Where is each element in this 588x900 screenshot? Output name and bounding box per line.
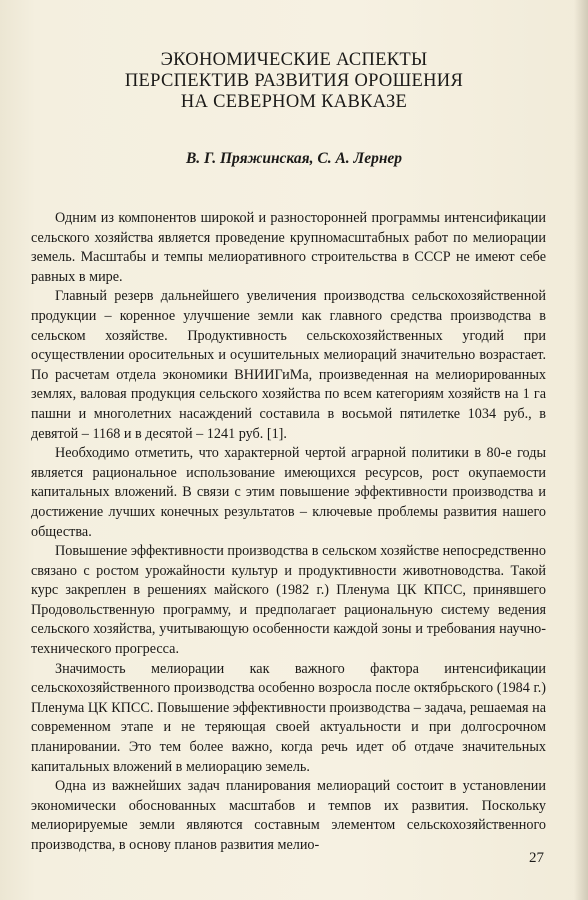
page-number: 27: [529, 850, 544, 866]
paragraph-4: Повышение эффективности производства в сельском хозяйстве непосредственно связано с ростом урожайности культур и продуктивности животноводства. Такой курс закреплен в решениях майского (1982 г.) Пленума ЦК КПСС, принявшего Продовольственную программу, и предполагает рациональную систему ведения сельского хозяйства, учитывающую особенности каждой зоны и требования научно-технического прогресса.: [31, 543, 546, 658]
title-line-2: ПЕРСПЕКТИВ РАЗВИТИЯ ОРОШЕНИЯ: [124, 71, 464, 91]
paragraph-6: Одна из важнейших задач планирования мелиораций состоит в установлении экономически обоснованных масштабов и темпов их развития. Поскольку мелиорируемые земли являются составным элементом сельскохозяйственного производства, в основу планов развития мелио-: [31, 778, 546, 853]
title-line-3: НА СЕВЕРНОМ КАВКАЗЕ: [180, 92, 408, 112]
article-title: [40, 50, 548, 113]
article-body: [31, 209, 546, 856]
title-line-1: ЭКОНОМИЧЕСКИЕ АСПЕКТЫ: [160, 50, 428, 70]
paragraph-5: Значимость мелиорации как важного фактора интенсификации сельскохозяйственного производства особенно возросла после октябрьского (1984 г.) Пленума ЦК КПСС. Повышение эффективности производства – задача, решаемая на современном этапе и не теряющая своей актуальности и при долгосрочном планировании. Это тем более важно, когда речь идет об отдаче значительных капитальных вложений в мелиорацию земель.: [31, 660, 546, 775]
paragraph-2: Главный резерв дальнейшего увеличения производства сельскохозяйственной продукции – коренное улучшение земли как главного средства производства в сельском хозяйстве. Продуктивность сельскохозяйственных угодий при осуществлении оросительных и осушительных мелиораций значительно возрастает. По расчетам отдела экономики ВНИИГиМа, произведенная на мелиорированных землях, валовая продукция сельского хозяйства по всем категориям хозяйств на 1 га пашни и многолетних насаждений составила в восьмой пятилетке 1034 руб., в девятой – 1168 и в десятой – 1241 руб. [1].: [31, 288, 546, 442]
article-authors: В. Г. Пряжинская, С. А. Лернер: [185, 150, 403, 167]
paragraph-1: Одним из компонентов широкой и разносторонней программы интенсификации сельского хозяйства является проведение крупномасштабных работ по мелиорации земель. Масштабы и темпы мелиоративного строительства в СССР не имеют себе равных в мире.: [31, 210, 546, 285]
page-edge-shadow: [574, 0, 588, 900]
paragraph-3: Необходимо отметить, что характерной чертой аграрной политики в 80-е годы является рациональное использование имеющихся ресурсов, рост окупаемости капитальных вложений. В связи с этим повышение эффективности производства и достижение лучших конечных результатов – ключевые проблемы развития нашего общества.: [31, 445, 546, 540]
